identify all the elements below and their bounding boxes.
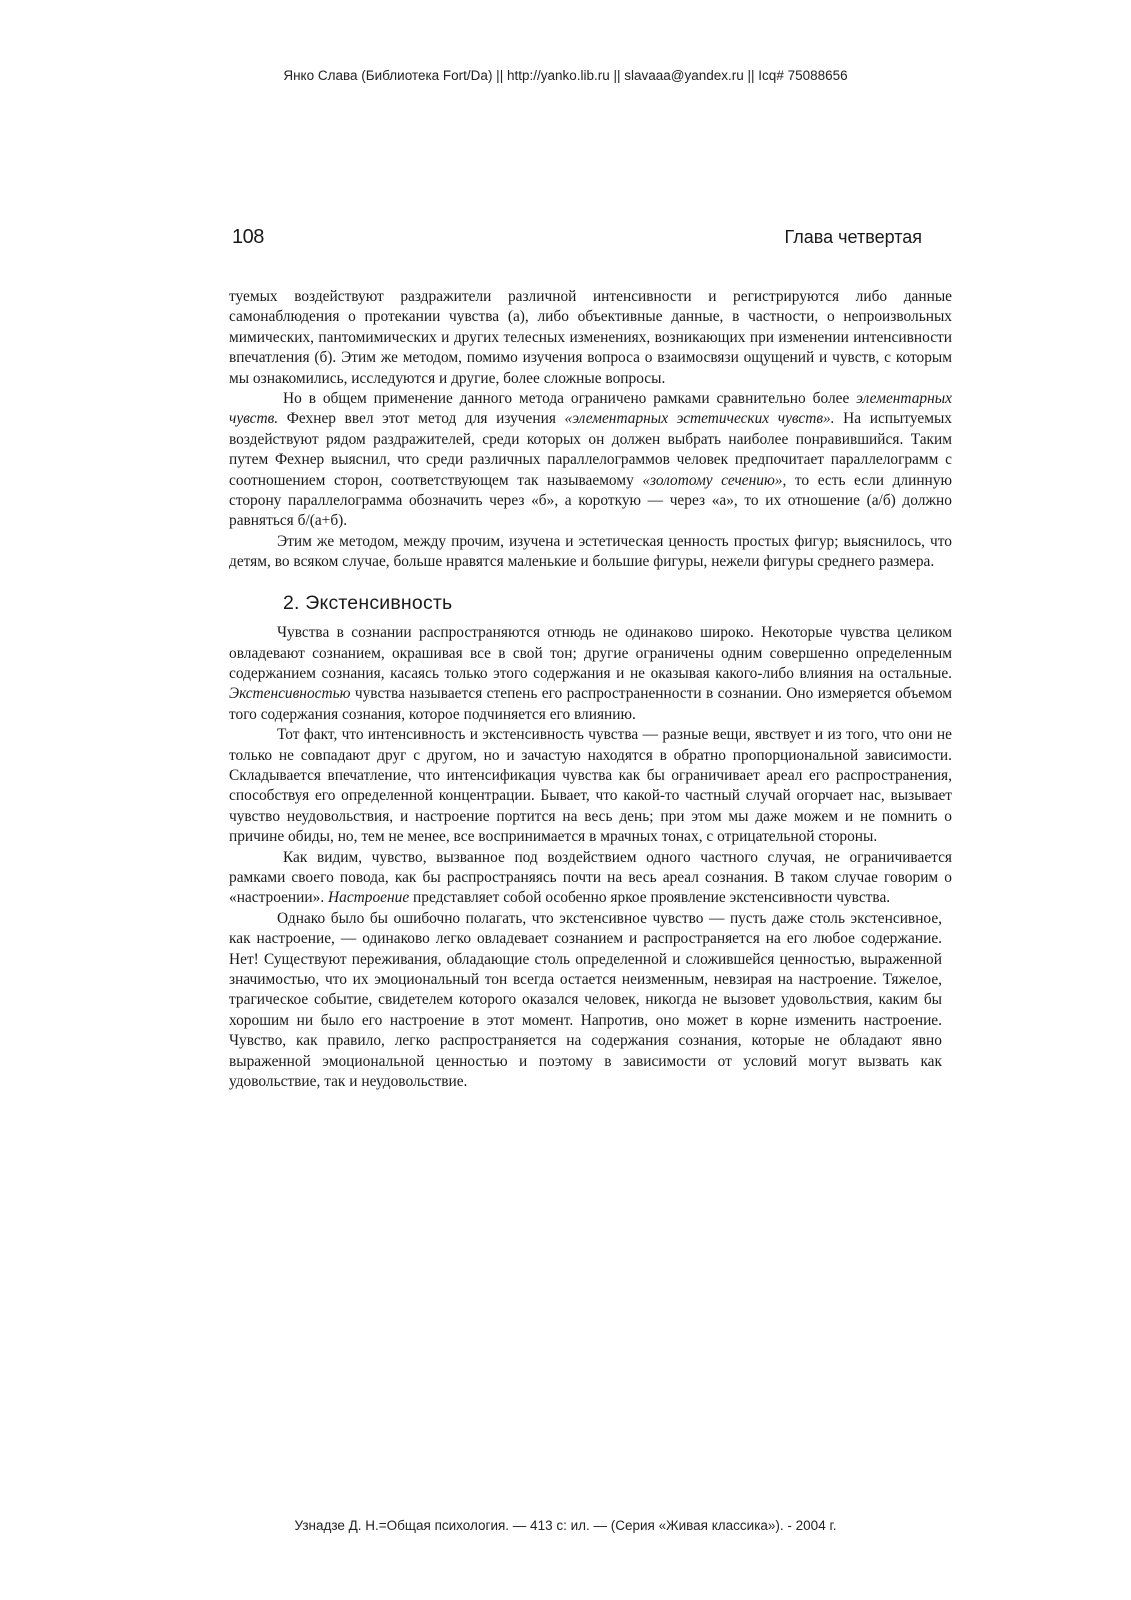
text-run: Как видим, чувство, вызванное под воздействием одного частного случая, не ограничивается рамками своего повода, как бы распространяясь почти на весь ареал сознания. В таком случае говорим о «настроении». — [229, 848, 952, 907]
emphasis: Настроение — [328, 889, 410, 907]
section-heading: 2. Экстенсивность — [283, 591, 453, 614]
watermark-header: Янко Слава (Библиотека Fort/Da) || http://yanko.lib.ru || slavaaa@yandex.ru || Icq# 75088656 — [283, 68, 848, 83]
page-number: 108 — [232, 226, 264, 248]
text-run: то есть если длинную сторону параллелограмма обозначить через «б», а короткую — через «а», то их отношение (а/б) должно равняться б/(а+б). — [229, 471, 952, 530]
emphasis: элементарных чувств. — [229, 390, 952, 428]
emphasis: «золотому сечению», — [642, 471, 787, 489]
footer-citation: Узнадзе Д. Н.=Общая психология. — 413 с: ил. — (Серия «Живая классика»). - 2004 г. — [294, 1518, 837, 1533]
text-run: Но в общем применение данного метода ограничено рамками сравнительно более — [283, 390, 857, 408]
text-run: На испытуемых воздействуют рядом раздражителей, среди которых он должен выбрать наиболее понравившийся. Таким путем Фехнер выяснил, что среди различных параллелограммов человек предпочитает параллелограмм с соотношением сторон, соответствующем так называемому — [229, 410, 952, 489]
paragraph-3: Этим же методом, между прочим, изучена и эстетическая ценность простых фигур; выяснилось, что детям, во всяком случае, больше нравятся маленькие и большие фигуры, нежели фигуры среднего размера. — [229, 532, 952, 571]
text-run: представляет собой особенно яркое проявление экстенсивности чувства. — [409, 889, 891, 907]
emphasis: «элементарных эстетических чувств». — [564, 410, 835, 428]
page-body — [229, 287, 952, 1092]
text-run: Фехнер ввел этот метод для изучения — [278, 410, 565, 428]
text-run: чувства называется степень его распространенности в сознании. Оно измеряется объемом того содержания сознания, которое подчиняется его влиянию. — [229, 685, 952, 723]
paragraph-7: Однако было бы ошибочно полагать, что экстенсивное чувство — пусть даже столь экстенсивное, как настроение, — одинаково легко овладевает сознанием и распространяется на его любое содержание. Нет! Существуют переживания, обладающие столь определенной и сложившейся ценностью, выраженной значимостью, что их эмоциональный тон всегда остается неизменным, невзирая на настроение. Тяжелое, трагическое событие, свидетелем которого оказался человек, никогда не вызовет удовольствия, каким бы хорошим ни было его настроение в этот момент. Напротив, оно может в корне изменить настроение. Чувство, как правило, легко распространяется на содержания сознания, которые не обладают явно выраженной эмоциональной ценностью и поэтому в зависимости от условий могут вызвать как удовольствие, так и неудовольствие. — [229, 909, 942, 1091]
paragraph-2 — [229, 389, 952, 532]
paragraph-6 — [229, 848, 952, 909]
running-head — [232, 226, 922, 256]
chapter-title: Глава четвертая — [784, 227, 922, 247]
text-run: Чувства в сознании распространяются отнюдь не одинаково широко. Некоторые чувства целиком овладевают сознанием, окрашивая все в свой тон; другие ограничены одним совершенно определенным содержанием сознания, касаясь только этого содержания и не оказывая какого-либо влияния на остальные. — [229, 624, 952, 682]
paragraph-1: туемых воздействуют раздражители различной интенсивности и регистрируются либо данные самонаблюдения о протекании чувства (а), либо объективные данные, в частности, о непроизвольных мимических, пантомимических и других телесных изменениях, возникающих при изменении интенсивности впечатления (б). Этим же методом, помимо изучения вопроса о взаимосвязи ощущений и чувств, с которым мы ознакомились, исследуются и другие, более сложные вопросы. — [229, 288, 952, 387]
paragraph-5: Тот факт, что интенсивность и экстенсивность чувства — разные вещи, явствует и из того, что они не только не совпадают друг с другом, но и зачастую находятся в обратно пропорциональной зависимости. Складывается впечатление, что интенсификация чувства как бы ограничивает ареал его распространения, способствуя его определенной концентрации. Бывает, что какой-то частный случай огорчает нас, вызывает чувство неудовольствия, и настроение портится на весь день; при этом мы даже можем и не помнить о причине обиды, но, тем не менее, все воспринимается в мрачных тонах, с отрицательной стороны. — [229, 726, 952, 846]
emphasis: Экстенсивностью — [229, 685, 351, 703]
paragraph-4 — [229, 623, 952, 725]
